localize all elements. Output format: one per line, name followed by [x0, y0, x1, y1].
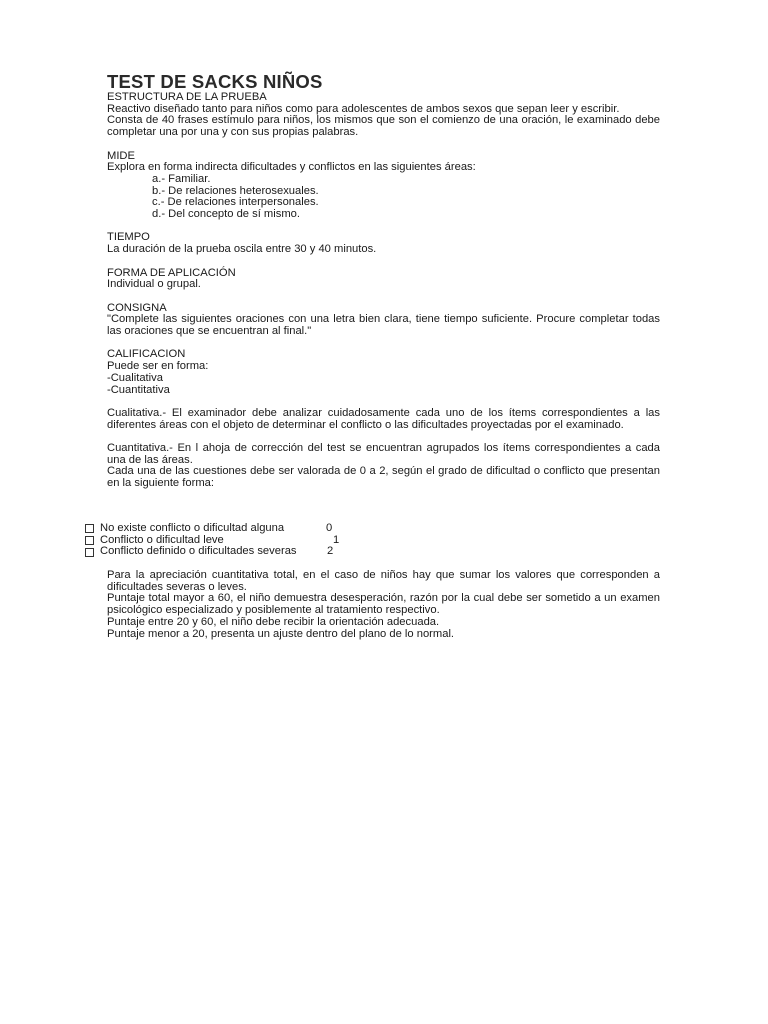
list-item: a.- Familiar.: [152, 172, 211, 185]
scale-label: Conflicto o dificultad leve: [100, 533, 224, 546]
tiempo-heading: TIEMPO: [107, 231, 150, 244]
document-body: [107, 72, 660, 490]
forma-text: Individual o grupal.: [107, 278, 201, 291]
list-item: [85, 546, 385, 558]
final-paragraph-4: Puntaje menor a 20, presenta un ajuste dentro del plano de lo normal.: [107, 627, 455, 640]
final-section: [107, 570, 660, 640]
list-item: c.- De relaciones interpersonales.: [152, 196, 319, 209]
scale-value: 2: [327, 545, 334, 558]
consigna-text: "Complete las siguientes oraciones con una letra bien clara, tiene tiempo suficiente. Procure completar todas las oraciones que se encuentran al final.": [107, 313, 660, 337]
list-item: d.- Del concepto de sí mismo.: [152, 208, 300, 221]
scale-value: 0: [326, 522, 333, 534]
consigna-heading: CONSIGNA: [107, 301, 167, 314]
list-item: [85, 523, 385, 535]
calificacion-option: -Cuantitativa: [107, 383, 170, 396]
cuantitativa-paragraph: Cuantitativa.- En l ahoja de corrección del test se encuentran agrupados los ítems correspondientes a cada una de las áreas.: [107, 441, 660, 466]
calificacion-heading: CALIFICACION: [107, 348, 186, 361]
scale-label: No existe conflicto o dificultad alguna: [100, 522, 285, 534]
final-paragraph-3: Puntaje entre 20 y 60, el niño debe recibir la orientación adecuada.: [107, 615, 440, 628]
scale-label: Conflicto definido o dificultades severas: [100, 545, 297, 558]
estructura-paragraph-1: Reactivo diseñado tanto para niños como para adolescentes de ambos sexos que sepan leer y escribir.: [107, 102, 620, 115]
estructura-heading: ESTRUCTURA DE LA PRUEBA: [107, 91, 267, 103]
calificacion-intro: Puede ser en forma:: [107, 360, 209, 373]
final-paragraph-2: Puntaje total mayor a 60, el niño demuestra desesperación, razón por la cual debe ser sometido a un examen psicológico especializado y posiblemente al tratamiento respectivo.: [107, 592, 660, 617]
calificacion-option: -Cualitativa: [107, 371, 163, 384]
checkbox-icon: [85, 548, 94, 557]
page-title: TEST DE SACKS NIÑOS: [107, 71, 323, 92]
scale-value: 1: [333, 533, 340, 546]
estructura-paragraph-2: Consta de 40 frases estímulo para niños, los mismos que son el comienzo de una oración, le examinado debe completar una por una y con sus propias palabras.: [107, 114, 660, 139]
checkbox-icon: [85, 536, 94, 545]
mide-intro: Explora en forma indirecta dificultades y conflictos en las siguientes áreas:: [107, 161, 476, 174]
valoracion-paragraph: Cada una de las cuestiones debe ser valorada de 0 a 2, según el grado de dificultad o conflicto que presentan en la siguiente forma:: [107, 465, 660, 490]
checkbox-icon: [85, 524, 94, 533]
list-item: b.- De relaciones heterosexuales.: [152, 184, 319, 197]
cualitativa-paragraph: Cualitativa.- El examinador debe analizar cuidadosamente cada uno de los ítems correspondientes a las diferentes áreas con el objeto de determinar el conflicto o las dificultades proyectadas por el examinado.: [107, 406, 660, 431]
forma-heading: FORMA DE APLICACIÓN: [107, 266, 236, 279]
mide-heading: MIDE: [107, 149, 135, 162]
tiempo-text: La duración de la prueba oscila entre 30 y 40 minutos.: [107, 243, 377, 256]
mide-list: [107, 174, 660, 221]
final-paragraph-1: Para la apreciación cuantitativa total, en el caso de niños hay que sumar los valores que corresponden a dificultades severas o leves.: [107, 569, 660, 593]
scale-checklist: [85, 523, 385, 558]
